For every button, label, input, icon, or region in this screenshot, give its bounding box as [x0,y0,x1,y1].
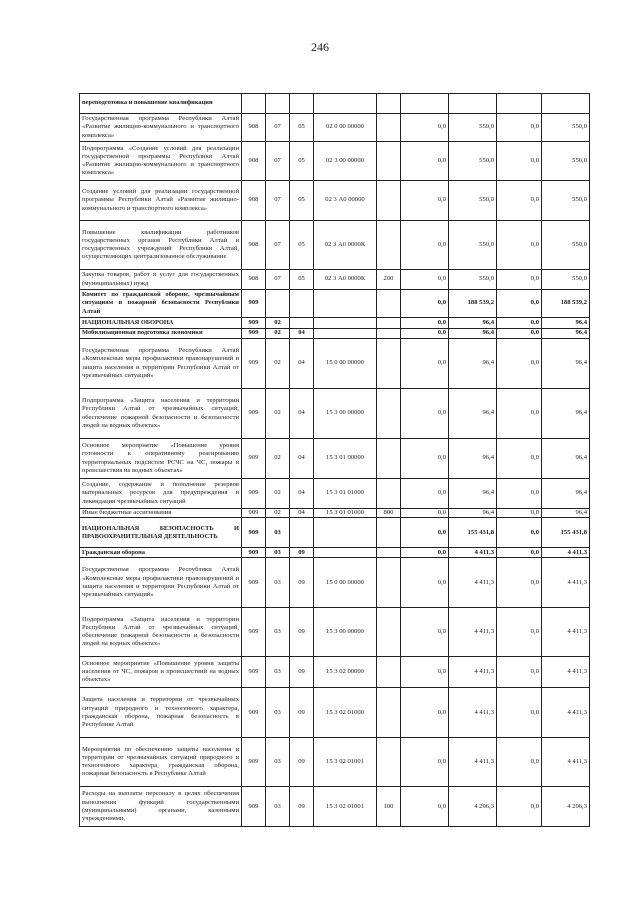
table-row [80,181,590,221]
amount-2: 4 411,3 [449,657,497,688]
subsection-code [290,290,314,318]
amount-1: 0,0 [401,548,449,558]
amount-3: 0,0 [497,221,542,270]
amount-3: 0,0 [497,142,542,181]
amount-3: 0,0 [497,657,542,688]
amount-2: 96,4 [449,339,497,389]
table-row [80,270,590,290]
section-code: 07 [266,270,290,290]
table-row [80,509,590,518]
amount-4: 96,4 [542,339,590,389]
amount-2: 550,0 [449,114,497,142]
amount-2: 4 296,3 [449,787,497,827]
amount-1: 0,0 [401,558,449,608]
table-row [80,290,590,318]
subsection-code: 09 [290,787,314,827]
section-code: 03 [266,657,290,688]
amount-1: 0,0 [401,439,449,479]
amount-1: 0,0 [401,318,449,329]
table-row [80,329,590,339]
expense-type-code [377,114,401,142]
amount-3 [497,94,542,114]
expense-type-code [377,558,401,608]
amount-4: 188 539,2 [542,290,590,318]
amount-4: 96,4 [542,318,590,329]
ministry-code: 909 [242,558,266,608]
table-row [80,479,590,509]
expense-type-code [377,389,401,439]
amount-3: 0,0 [497,558,542,608]
amount-3: 0,0 [497,518,542,548]
expense-type-code [377,339,401,389]
ministry-code: 909 [242,518,266,548]
subsection-code: 05 [290,142,314,181]
ministry-code: 909 [242,479,266,509]
subsection-code [290,318,314,329]
section-code: 02 [266,439,290,479]
ministry-code: 909 [242,787,266,827]
subsection-code: 04 [290,439,314,479]
subsection-code: 09 [290,558,314,608]
ministry-code: 908 [242,181,266,221]
amount-4: 4 411,3 [542,688,590,738]
section-code: 03 [266,548,290,558]
subsection-code: 05 [290,221,314,270]
amount-2: 4 411,3 [449,688,497,738]
expense-type-code: 200 [377,270,401,290]
amount-4: 4 411,3 [542,558,590,608]
target-article-code [314,290,377,318]
target-article-code: 15 0 00 00000 [314,339,377,389]
amount-2: 155 431,8 [449,518,497,548]
amount-2: 4 411,3 [449,558,497,608]
table-row [80,558,590,608]
table-row [80,142,590,181]
target-article-code: 15 3 00 00000 [314,608,377,657]
row-name: Гражданская оборона [80,548,242,558]
amount-1: 0,0 [401,290,449,318]
section-code: 03 [266,518,290,548]
row-name: НАЦИОНАЛЬНАЯ БЕЗОПАСНОСТЬ И ПРАВООХРАНИТЕЛЬНАЯ ДЕЯТЕЛЬНОСТЬ [80,518,242,548]
amount-1: 0,0 [401,608,449,657]
amount-4: 550,0 [542,114,590,142]
amount-2: 550,0 [449,221,497,270]
amount-1: 0,0 [401,518,449,548]
target-article-code: 02 0 00 00000 [314,114,377,142]
expense-type-code [377,608,401,657]
subsection-code: 09 [290,657,314,688]
subsection-code: 05 [290,181,314,221]
subsection-code [290,518,314,548]
ministry-code: 908 [242,221,266,270]
subsection-code: 09 [290,738,314,787]
ministry-code: 909 [242,738,266,787]
amount-3: 0,0 [497,389,542,439]
ministry-code: 909 [242,329,266,339]
section-code: 03 [266,558,290,608]
amount-2: 96,4 [449,389,497,439]
expense-type-code [377,290,401,318]
row-name: Закупка товаров, работ и услуг для государственных (муниципальных) нужд [80,270,242,290]
amount-1: 0,0 [401,688,449,738]
target-article-code: 15 3 00 00000 [314,389,377,439]
subsection-code: 04 [290,479,314,509]
amount-1: 0,0 [401,181,449,221]
target-article-code [314,94,377,114]
expense-type-code [377,738,401,787]
amount-4: 4 411,3 [542,738,590,787]
table-row [80,608,590,657]
subsection-code [290,94,314,114]
table-row [80,389,590,439]
table-row [80,94,590,114]
amount-1: 0,0 [401,509,449,518]
ministry-code: 909 [242,339,266,389]
amount-2: 188 539,2 [449,290,497,318]
amount-4: 96,4 [542,389,590,439]
amount-3: 0,0 [497,509,542,518]
expense-type-code: 800 [377,509,401,518]
ministry-code: 909 [242,318,266,329]
row-name: Защита населения и территории от чрезвычайных ситуаций природного и техногенного характера, гражданская оборона, пожарная безопасность в Республике Алтай [80,688,242,738]
amount-2: 4 411,3 [449,738,497,787]
amount-1: 0,0 [401,389,449,439]
row-name: Повышение квалификации работников государственных органов Республики Алтай и государственных учреждений Республики Алтай, осуществляющих централизованное обслуживание [80,221,242,270]
table-row [80,339,590,389]
amount-4: 550,0 [542,270,590,290]
expense-type-code [377,479,401,509]
subsection-code: 04 [290,329,314,339]
table-row [80,688,590,738]
target-article-code: 15 0 00 00000 [314,558,377,608]
target-article-code: 15 3 01 01000 [314,479,377,509]
section-code: 02 [266,389,290,439]
row-name: Государственная программа Республики Алтай «Развитие жилищно-коммунального и транспортного комплекса» [80,114,242,142]
amount-4 [542,94,590,114]
target-article-code: 15 3 02 01001 [314,738,377,787]
amount-3: 0,0 [497,608,542,657]
ministry-code: 909 [242,688,266,738]
amount-1: 0,0 [401,479,449,509]
amount-4: 96,4 [542,329,590,339]
row-name: Комитет по гражданской обороне, чрезвычайным ситуациям и пожарной безопасности Республики Алтай [80,290,242,318]
expense-type-code [377,142,401,181]
amount-2: 96,4 [449,329,497,339]
amount-3: 0,0 [497,479,542,509]
amount-1: 0,0 [401,221,449,270]
row-name: Основное мероприятие «Повышение уровня готовности к оперативному реагированию территориальных подсистем РСЧС на ЧС, пожары и происшествия на водных объектах» [80,439,242,479]
table-row [80,439,590,479]
target-article-code [314,548,377,558]
row-name: НАЦИОНАЛЬНАЯ ОБОРОНА [80,318,242,329]
section-code: 03 [266,787,290,827]
expense-type-code [377,329,401,339]
amount-4: 550,0 [542,221,590,270]
row-name: Основное мероприятие «Повышение уровня защиты населения от ЧС, пожаров и происшествий на водных объектах» [80,657,242,688]
row-name: Расходы на выплаты персоналу в целях обеспечения выполнения функций государственными (муниципальными) органами, казенными учреждениями, [80,787,242,827]
subsection-code: 04 [290,339,314,389]
amount-2: 4 411,3 [449,608,497,657]
amount-1: 0,0 [401,142,449,181]
row-name: Подпрограмма «Защита населения и территории Республики Алтай от чрезвычайных ситуаций, обеспечение пожарной безопасности и безопасности людей на водных объектах» [80,608,242,657]
amount-4: 4 411,3 [542,657,590,688]
expense-type-code [377,518,401,548]
section-code: 07 [266,181,290,221]
row-name: Мероприятия по обеспечению защиты населения и территории от чрезвычайных ситуаций природного и техногенного характера, гражданская оборона, пожарная безопасность в Республике Алтай [80,738,242,787]
section-code [266,290,290,318]
row-name: Подпрограмма «Создание условий для реализации государственной программы Республики Алтай «Развитие жилищно-коммунального и транспортного комплекса» [80,142,242,181]
target-article-code: 02 3 А0 0000К [314,221,377,270]
section-code: 07 [266,114,290,142]
target-article-code: 15 3 01 01000 [314,509,377,518]
table-row [80,738,590,787]
subsection-code: 09 [290,688,314,738]
expense-type-code [377,657,401,688]
amount-3: 0,0 [497,114,542,142]
amount-2: 4 411,3 [449,548,497,558]
amount-1: 0,0 [401,339,449,389]
amount-2: 96,4 [449,509,497,518]
target-article-code [314,329,377,339]
amount-3: 0,0 [497,688,542,738]
amount-3: 0,0 [497,339,542,389]
row-name: Подпрограмма «Защита населения и территории Республики Алтай от чрезвычайных ситуаций, обеспечение пожарной безопасности и безопасности людей на водных объектах» [80,389,242,439]
row-name: Государственная программа Республики Алтай «Комплексные меры профилактики правонарушений и защита населения и территории Республики Алтай от чрезвычайных ситуаций» [80,558,242,608]
amount-4: 550,0 [542,181,590,221]
expense-type-code [377,318,401,329]
ministry-code: 909 [242,439,266,479]
expense-type-code: 100 [377,787,401,827]
expense-type-code [377,688,401,738]
expense-type-code [377,548,401,558]
table-row [80,518,590,548]
amount-3: 0,0 [497,548,542,558]
subsection-code: 05 [290,270,314,290]
amount-4: 4 296,3 [542,787,590,827]
target-article-code [314,318,377,329]
amount-3: 0,0 [497,290,542,318]
budget-table [79,93,590,827]
subsection-code: 09 [290,548,314,558]
section-code: 02 [266,509,290,518]
row-name: Иные бюджетные ассигнования [80,509,242,518]
target-article-code: 15 3 02 01001 [314,787,377,827]
target-article-code: 02 3 А0 0000К [314,270,377,290]
ministry-code: 908 [242,270,266,290]
target-article-code: 02 3 А0 00000 [314,181,377,221]
expense-type-code [377,181,401,221]
amount-1: 0,0 [401,657,449,688]
ministry-code: 908 [242,114,266,142]
target-article-code: 15 3 01 00000 [314,439,377,479]
amount-2: 550,0 [449,270,497,290]
amount-1: 0,0 [401,114,449,142]
row-name: Государственная программа Республики Алтай «Комплексные меры профилактики правонарушений и защита населения и территории Республики Алтай от чрезвычайных ситуаций» [80,339,242,389]
amount-4: 155 431,8 [542,518,590,548]
amount-4: 4 411,3 [542,548,590,558]
section-code: 02 [266,339,290,389]
section-code: 03 [266,688,290,738]
subsection-code: 04 [290,509,314,518]
amount-2: 96,4 [449,318,497,329]
amount-2: 96,4 [449,439,497,479]
table-row [80,548,590,558]
page-number: 246 [311,40,329,54]
ministry-code: 909 [242,509,266,518]
table-body [80,94,590,827]
amount-1: 0,0 [401,738,449,787]
amount-1: 0,0 [401,329,449,339]
section-code: 07 [266,221,290,270]
row-name: Мобилизационная подготовка экономики [80,329,242,339]
section-code: 07 [266,142,290,181]
amount-3: 0,0 [497,738,542,787]
section-code: 02 [266,318,290,329]
table-row [80,787,590,827]
amount-1 [401,94,449,114]
amount-3: 0,0 [497,787,542,827]
amount-1: 0,0 [401,270,449,290]
amount-3: 0,0 [497,318,542,329]
target-article-code: 15 3 02 00000 [314,657,377,688]
section-code [266,94,290,114]
amount-4: 4 411,3 [542,608,590,657]
amount-2 [449,94,497,114]
row-name: переподготовка и повышение квалификации [80,94,242,114]
section-code: 03 [266,738,290,787]
ministry-code: 909 [242,290,266,318]
target-article-code: 15 3 02 01000 [314,688,377,738]
table-row [80,221,590,270]
subsection-code: 09 [290,608,314,657]
table-row [80,114,590,142]
row-name: Создание условий для реализации государственной программы Республики Алтай «Развитие жилищно-коммунального и транспортного комплекса» [80,181,242,221]
subsection-code: 04 [290,389,314,439]
section-code: 02 [266,479,290,509]
amount-2: 550,0 [449,142,497,181]
target-article-code [314,518,377,548]
table-row [80,657,590,688]
amount-4: 96,4 [542,509,590,518]
amount-1: 0,0 [401,787,449,827]
ministry-code: 909 [242,608,266,657]
ministry-code: 908 [242,142,266,181]
expense-type-code [377,439,401,479]
row-name: Создание, содержание и пополнение резервов материальных ресурсов для предупреждения и ликвидации чрезвычайных ситуаций [80,479,242,509]
ministry-code: 909 [242,657,266,688]
target-article-code: 02 3 00 00000 [314,142,377,181]
amount-3: 0,0 [497,270,542,290]
amount-4: 550,0 [542,142,590,181]
section-code: 02 [266,329,290,339]
expense-type-code [377,94,401,114]
amount-2: 550,0 [449,181,497,221]
amount-4: 96,4 [542,439,590,479]
amount-3: 0,0 [497,181,542,221]
table-row [80,318,590,329]
ministry-code: 909 [242,389,266,439]
ministry-code [242,94,266,114]
section-code: 03 [266,608,290,657]
amount-3: 0,0 [497,329,542,339]
amount-4: 96,4 [542,479,590,509]
subsection-code: 05 [290,114,314,142]
expense-type-code [377,221,401,270]
amount-2: 96,4 [449,479,497,509]
amount-3: 0,0 [497,439,542,479]
ministry-code: 909 [242,548,266,558]
